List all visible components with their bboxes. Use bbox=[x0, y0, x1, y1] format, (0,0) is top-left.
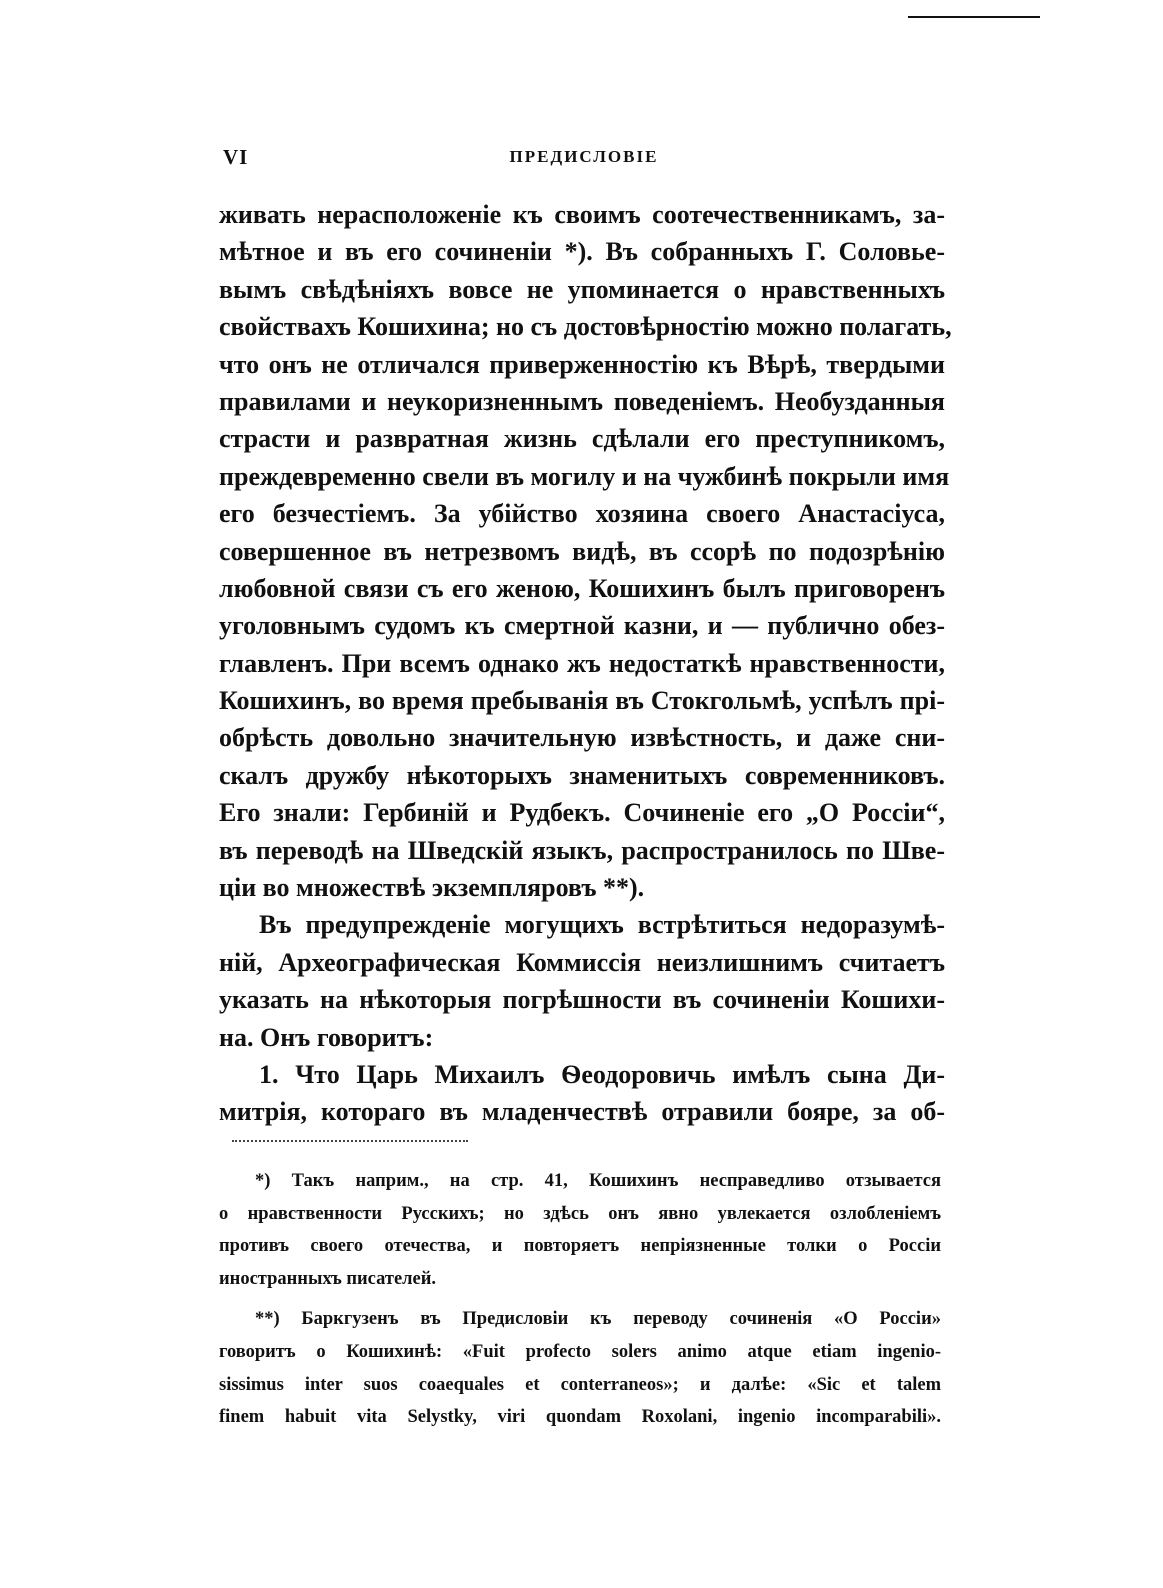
paragraph-line: ній, Археографическая Коммиссія неизлишнимъ считаетъ bbox=[219, 947, 945, 977]
footnote-line: о нравственности Русскихъ; но здѣсь онъ явно увлекается озлобленіемъ bbox=[219, 1203, 941, 1224]
footnote-line: говоритъ о Кошихинѣ: «Fuit profecto solers animo atque etiam ingenio- bbox=[219, 1341, 941, 1362]
footnote-line: иностранныхъ писателей. bbox=[219, 1268, 437, 1289]
footnote-line: *) Такъ наприм., на стр. 41, Кошихинъ несправедливо отзывается bbox=[255, 1171, 941, 1191]
footnote-separator bbox=[232, 1140, 468, 1142]
body-line: страсти и развратная жизнь сдѣлали его преступникомъ, bbox=[219, 424, 945, 454]
paragraph-line: Въ предупрежденіе могущихъ встрѣтиться недоразумѣ- bbox=[259, 910, 945, 940]
body-text bbox=[219, 196, 952, 1131]
body-line: правилами и неукоризненнымъ поведеніемъ. Необузданныя bbox=[219, 386, 945, 416]
body-line: преждевременно свели въ могилу и на чужбинѣ покрыли имя bbox=[219, 461, 950, 491]
body-line: Его знали: Гербиній и Рудбекъ. Сочиненіе его „О Россіи“, bbox=[219, 798, 945, 828]
paragraph-line: митрія, котораго въ младенчествѣ отравили бояре, за об- bbox=[219, 1097, 945, 1127]
footnote-gap bbox=[219, 1295, 941, 1303]
body-line: его безчестіемъ. За убійство хозяина своего Анастасіуса, bbox=[219, 499, 945, 529]
top-rule bbox=[908, 16, 1040, 18]
footnote-line: **) Баркгузенъ въ Предисловіи къ переводу сочиненія «О Россіи» bbox=[255, 1309, 941, 1330]
running-title: ПРЕДИСЛОВІЕ bbox=[509, 147, 659, 166]
running-head bbox=[223, 145, 945, 171]
body-line: скалъ дружбу нѣкоторыхъ знаменитыхъ современниковъ. bbox=[219, 760, 945, 790]
body-line: обрѣсть довольно значительную извѣстность, и даже сни- bbox=[219, 723, 945, 753]
body-line: мѣтное и въ его сочиненіи *). Въ собранныхъ Г. Соловье- bbox=[219, 237, 945, 267]
body-line: главленъ. При всемъ однако жъ недостаткѣ нравственности, bbox=[219, 648, 945, 678]
footnote-line: finem habuit vita Selystky, viri quondam Roxolani, ingenio incomparabili». bbox=[219, 1407, 941, 1428]
body-line: любовной связи съ его женою, Кошихинъ былъ приговоренъ bbox=[219, 573, 945, 603]
body-line: Кошихинъ, во время пребыванія въ Стокгольмѣ, успѣлъ прі- bbox=[219, 686, 945, 716]
body-line: свойствахъ Кошихина; но съ достовѣрностію можно полагать, bbox=[219, 312, 952, 342]
footnotes bbox=[219, 1165, 941, 1434]
body-line: живать нерасположенiе къ своимъ соотечественникамъ, за- bbox=[219, 200, 945, 229]
paragraph-line: на. Онъ говоритъ: bbox=[219, 1022, 434, 1052]
footnote-line: противъ своего отечества, и повторяетъ непріязненные толки о Россіи bbox=[219, 1236, 941, 1257]
body-line: совершенное въ нетрезвомъ видѣ, въ ссорѣ по подозрѣнію bbox=[219, 536, 945, 566]
body-line: въ переводѣ на Шведскій языкъ, распространилось по Шве- bbox=[219, 835, 945, 865]
paragraph-line: указать на нѣкоторыя погрѣшности въ сочиненіи Кошихи- bbox=[219, 985, 945, 1015]
paragraph-line: 1. Что Царь Михаилъ Ѳеодоровичь имѣлъ сына Ди- bbox=[259, 1059, 945, 1089]
body-line: уголовнымъ судомъ къ смертной казни, и — публично обез- bbox=[219, 611, 945, 641]
body-line: вымъ свѣдѣніяхъ вовсе не упоминается о нравственныхъ bbox=[219, 274, 945, 304]
page-number: VI bbox=[223, 145, 249, 169]
footnote-line: sissimus inter suos coaequales et conterraneos»; и далѣе: «Sic et talem bbox=[219, 1374, 941, 1395]
body-line: что онъ не отличался приверженностію къ Вѣрѣ, твердыми bbox=[219, 349, 945, 379]
body-line: ціи во множествѣ экземпляровъ **). bbox=[219, 873, 645, 903]
